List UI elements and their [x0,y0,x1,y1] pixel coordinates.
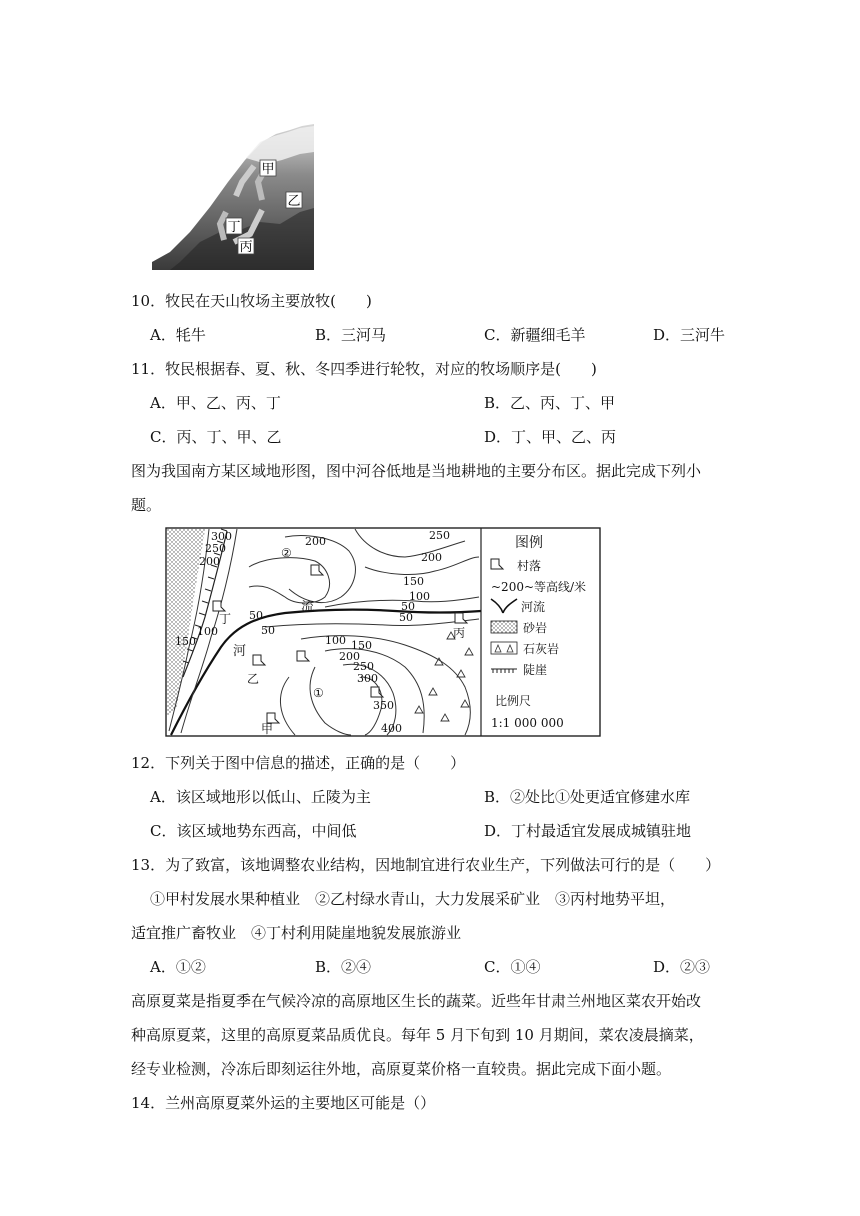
intro2-line1: 图为我国南方某区域地形图，图中河谷低地是当地耕地的主要分布区。据此完成下列小 [131,462,702,480]
q10-option-c: C．新疆细毛羊 [484,326,586,344]
q10-option-a: A．牦牛 [150,326,206,344]
contour-label: 200 [199,555,220,568]
contour-label: 100 [325,634,346,647]
legend-title: 图例 [515,535,543,551]
intro3-line2: 种高原夏菜，这里的高原夏菜品质优良。每年 5 月下旬到 10 月期间，菜农凌晨摘菜， [131,1026,704,1044]
contour-label: 200 [421,551,442,564]
contour-label: 50 [401,600,415,613]
q13-option-d: D．②③ [653,958,711,976]
q12-option-b: B．②处比①处更适宜修建水库 [484,788,691,806]
q13-option-c: C．①④ [484,958,541,976]
river-name-char: 河 [233,644,247,659]
figure1-label-ding: 丁 [227,220,241,235]
q11-option-c: C．丙、丁、甲、乙 [150,428,282,446]
contour-label: 250 [353,660,374,673]
site-marker-2: ② [281,546,292,560]
q12-option-a: A．该区域地形以低山、丘陵为主 [150,788,371,806]
contour-label: 50 [399,611,413,624]
contour-label: 50 [261,624,275,637]
legend-river: 河流 [521,600,546,614]
figure1-label-yi: 乙 [287,194,301,209]
q13-choices-line1: ①甲村发展水果种植业 ②乙村绿水青山，大力发展采矿业 ③丙村地势平坦， [150,890,676,908]
figure1-label-bing: 丙 [239,240,253,255]
q11-option-a: A．甲、乙、丙、丁 [150,394,281,412]
village-ding-label: 丁 [219,612,232,626]
legend-cliff: 陡崖 [523,663,548,677]
q13-option-a: A．①② [150,958,206,976]
village-bing-label: 丙 [453,626,466,640]
q13-stem: 13．为了致富，该地调整农业结构，因地制宜进行农业生产，下列做法可行的是（ ） [131,856,721,874]
contour-label: 300 [211,530,232,543]
q12-option-c: C．该区域地势东西高，中间低 [150,822,357,840]
q12-option-d: D．丁村最适宜发展成城镇驻地 [484,822,692,840]
legend-sandstone: 砂岩 [523,621,548,635]
intro3-line1: 高原夏菜是指夏季在气候冷凉的高原地区生长的蔬菜。近些年甘肃兰州地区菜农开始改 [131,992,702,1010]
q14-stem: 14．兰州高原夏菜外运的主要地区可能是（） [131,1094,436,1112]
q10-stem: 10．牧民在天山牧场主要放牧( ) [131,292,372,310]
contour-label: 100 [409,590,430,603]
intro3-line3: 经专业检测，冷冻后即刻运往外地，高原夏菜价格一直较贵。据此完成下面小题。 [131,1060,672,1078]
contour-label: 150 [175,635,196,648]
mountain-pasture-figure [150,112,316,272]
q10-option-b: B．三河马 [315,326,387,344]
contour-label: 200 [305,535,326,548]
contour-label: 100 [197,625,218,638]
contour-label: 50 [249,609,263,622]
q10-option-d: D．三河牛 [653,326,726,344]
contour-label: 350 [373,699,394,712]
contour-label: 400 [381,722,402,735]
legend-contour: ~200~等高线/米 [491,580,587,594]
q11-option-d: D．丁、甲、乙、丙 [484,428,617,446]
q11-stem: 11．牧民根据春、夏、秋、冬四季进行轮牧，对应的牧场顺序是( ) [131,360,597,378]
q13-option-b: B．②④ [315,958,372,976]
contour-label: 300 [357,672,378,685]
figure1-label-jia: 甲 [261,162,275,177]
legend-village: 村落 [517,559,542,573]
river-name-char: 流 [301,600,315,615]
legend-scale: 1:1 000 000 [491,716,564,730]
contour-label: 200 [339,650,360,663]
contour-label: 150 [403,575,424,588]
site-marker-1: ① [313,686,324,700]
contour-label: 250 [429,529,450,542]
legend-limestone: 石灰岩 [523,642,560,656]
topographic-map [165,527,601,737]
q12-stem: 12．下列关于图中信息的描述，正确的是（ ） [131,754,466,772]
q11-option-b: B．乙、丙、丁、甲 [484,394,616,412]
q13-choices-line2: 适宜推广畜牧业 ④丁村利用陡崖地貌发展旅游业 [131,924,462,942]
village-jia-label: 甲 [261,722,274,736]
legend-scale-title: 比例尺 [495,694,532,708]
contour-label: 250 [205,542,226,555]
village-yi-label: 乙 [247,672,260,686]
intro2-line2: 题。 [131,496,162,514]
contour-label: 150 [351,639,372,652]
